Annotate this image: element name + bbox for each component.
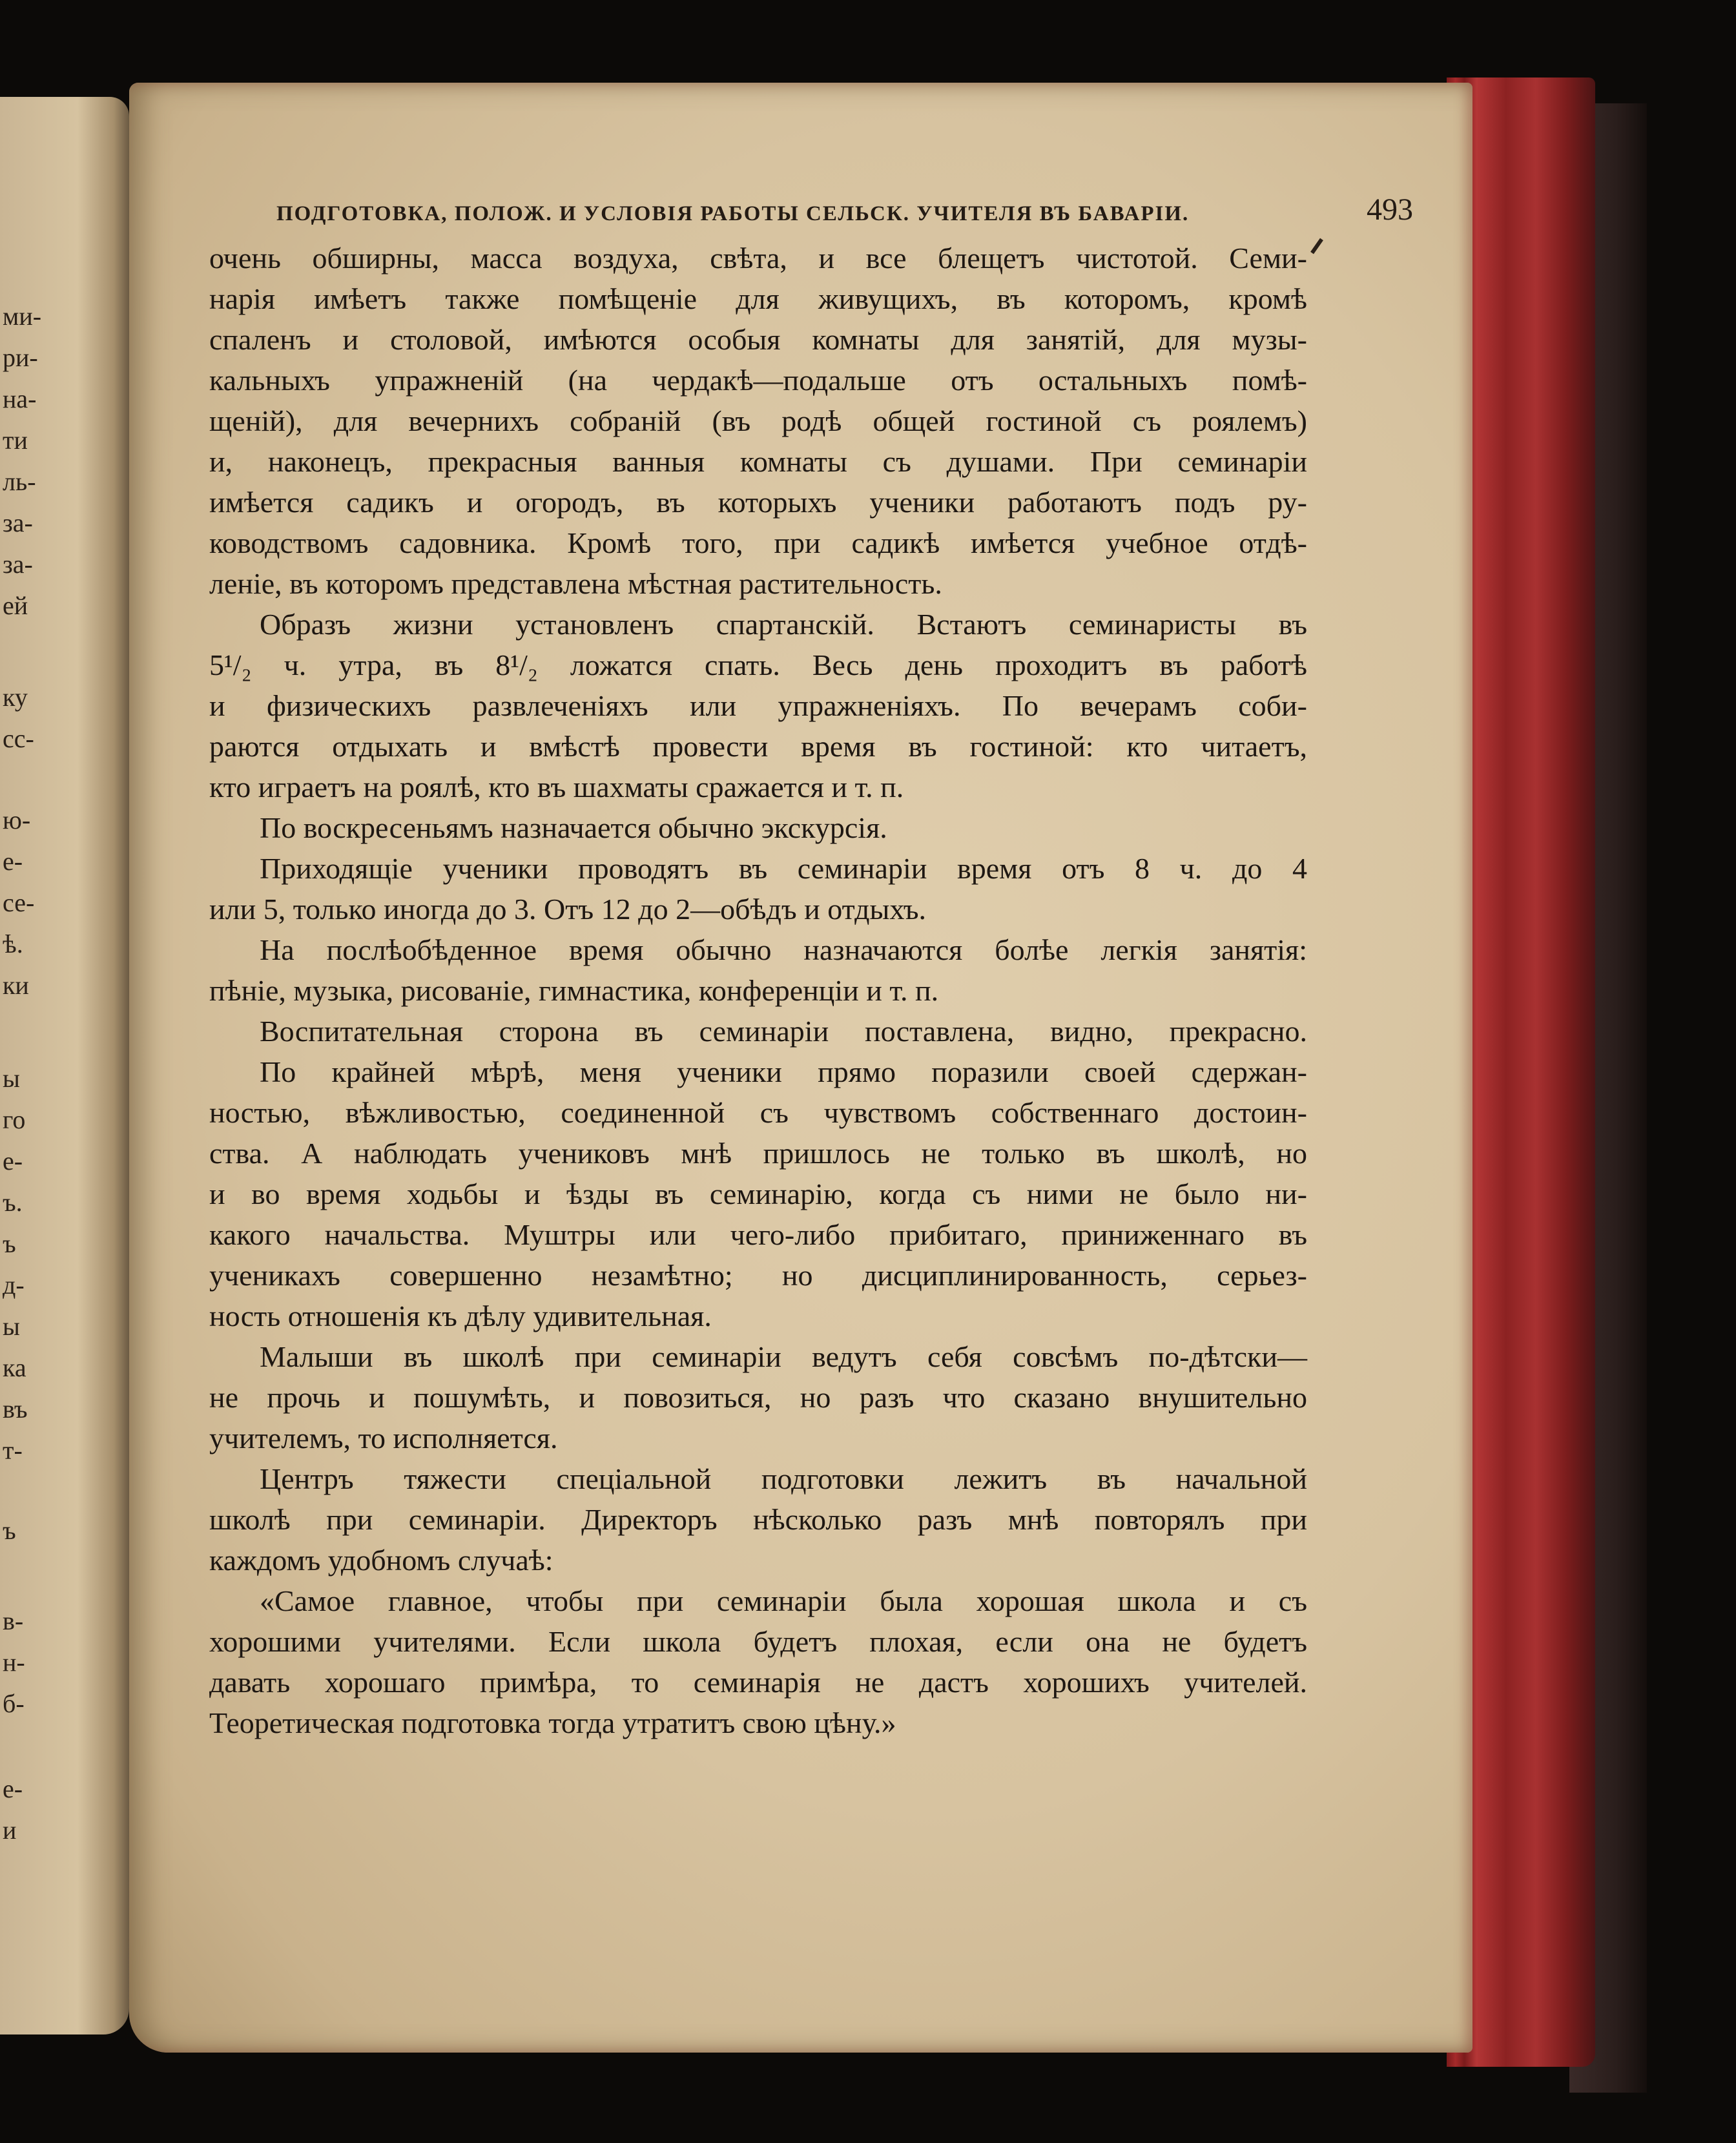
book-page bbox=[129, 83, 1472, 2053]
left-page-fragment: за- bbox=[3, 508, 33, 537]
left-page-fragment: на- bbox=[3, 384, 37, 413]
running-head bbox=[276, 189, 1413, 241]
text-line: Приходящіе ученики проводятъ въ семинаріи время отъ 8 ч. до 4 bbox=[260, 852, 1307, 885]
text-line: На послѣобѣденное время обычно назначаются болѣе легкія занятія: bbox=[260, 933, 1307, 966]
left-page-fragment: и bbox=[3, 1816, 17, 1845]
text-line: учителемъ, то исполняется. bbox=[209, 1422, 558, 1455]
text-line: Теоретическая подготовка тогда утратитъ свою цѣну.» bbox=[209, 1706, 896, 1739]
left-page-fragment: д- bbox=[3, 1270, 25, 1299]
left-page-fragment: ю- bbox=[3, 805, 31, 834]
text-line: и во время ходьбы и ѣзды въ семинарію, когда съ ними не было ни- bbox=[209, 1177, 1307, 1210]
left-page-fragment: ъ. bbox=[3, 1188, 23, 1217]
text-line: пѣніе, музыка, рисованіе, гимнастика, конференціи и т. п. bbox=[209, 974, 939, 1007]
text-line: 5¹/₂ ч. утра, въ 8¹/₂ ложатся спать. Весь день проходитъ въ работѣ bbox=[209, 648, 1307, 681]
left-page-fragment: е- bbox=[3, 847, 23, 876]
text-line: ностью, вѣжливостью, соединенной съ чувствомъ собственнаго достоин- bbox=[209, 1096, 1307, 1129]
text-line: щеній), для вечернихъ собраній (въ родѣ общей гостиной съ роялемъ) bbox=[209, 404, 1307, 437]
left-page-fragment: ти bbox=[3, 426, 28, 455]
text-line: ководствомъ садовника. Кромѣ того, при садикѣ имѣется учебное отдѣ- bbox=[209, 526, 1307, 559]
text-line: хорошими учителями. Если школа будетъ плохая, если она не будетъ bbox=[209, 1625, 1307, 1658]
left-page-fragment: ъ bbox=[3, 1229, 16, 1258]
left-page-fragment: б- bbox=[3, 1689, 25, 1718]
text-line: или 5, только иногда до 3. Отъ 12 до 2—обѣдъ и отдыхъ. bbox=[209, 893, 926, 926]
left-page-fragment: ка bbox=[3, 1353, 26, 1382]
left-page-fragment: ми- bbox=[3, 302, 42, 331]
left-page-fragment: сс- bbox=[3, 724, 34, 753]
text-line: Центръ тяжести спеціальной подготовки лежитъ въ начальной bbox=[260, 1462, 1307, 1495]
text-line: леніе, въ которомъ представлена мѣстная растительность. bbox=[209, 567, 942, 600]
text-line: ства. А наблюдать учениковъ мнѣ пришлось не только въ школѣ, но bbox=[209, 1137, 1307, 1170]
running-title: ПОДГОТОВКА, ПОЛОЖ. И УСЛОВІЯ РАБОТЫ СЕЛЬСК. УЧИТЕЛЯ ВЪ БАВАРІИ. bbox=[276, 202, 1190, 225]
text-line: имѣется садикъ и огородъ, въ которыхъ ученики работаютъ подъ ру- bbox=[209, 486, 1307, 519]
text-line: очень обширны, масса воздуха, свѣта, и все блещетъ чистотой. Семи- bbox=[209, 242, 1307, 274]
left-page-fragment: ы bbox=[3, 1064, 20, 1093]
text-line: раются отдыхать и вмѣстѣ провести время въ гостиной: кто читаетъ, bbox=[209, 730, 1307, 763]
page-number: 493 bbox=[1367, 192, 1413, 227]
text-line: По крайней мѣрѣ, меня ученики прямо поразили своей сдержан- bbox=[260, 1055, 1307, 1088]
left-page-fragment: н- bbox=[3, 1648, 25, 1677]
text-line: Образъ жизни установленъ спартанскій. Встаютъ семинаристы въ bbox=[260, 608, 1307, 641]
left-page-fragment: за- bbox=[3, 550, 33, 579]
text-line: какого начальства. Муштры или чего-либо прибитаго, приниженнаго въ bbox=[209, 1218, 1307, 1251]
body-text bbox=[209, 238, 1307, 1743]
left-page-fragment: ль- bbox=[3, 467, 36, 496]
text-line: кто играетъ на роялѣ, кто въ шахматы сражается и т. п. bbox=[209, 771, 904, 803]
text-line: и, наконецъ, прекрасныя ванныя комнаты съ душами. При семинаріи bbox=[209, 445, 1307, 478]
left-page-fragment: ей bbox=[3, 591, 28, 620]
left-page-fragment: е- bbox=[3, 1774, 23, 1803]
text-line: ность отношенія къ дѣлу удивительная. bbox=[209, 1299, 712, 1332]
left-page-fragment: ъ bbox=[3, 1516, 16, 1545]
text-line: каждомъ удобномъ случаѣ: bbox=[209, 1544, 553, 1577]
text-line: По воскресеньямъ назначается обычно экскурсія. bbox=[260, 811, 887, 844]
left-page-fragment: се- bbox=[3, 888, 35, 917]
text-line: Малыши въ школѣ при семинаріи ведутъ себя совсѣмъ по-дѣтски— bbox=[260, 1340, 1307, 1373]
left-page-fragment: го bbox=[3, 1105, 26, 1134]
text-line: не прочь и пошумѣть, и повозиться, но разъ что сказано внушительно bbox=[209, 1381, 1307, 1414]
text-line: кальныхъ упражненій (на чердакѣ—подальше отъ остальныхъ помѣ- bbox=[209, 364, 1307, 397]
left-page bbox=[0, 97, 129, 2034]
text-line: и физическихъ развлеченіяхъ или упражненіяхъ. По вечерамъ соби- bbox=[209, 689, 1307, 722]
left-page-fragment: ки bbox=[3, 971, 29, 1000]
text-line: давать хорошаго примѣра, то семинарія не дастъ хорошихъ учителей. bbox=[209, 1666, 1307, 1699]
left-page-fragment: ку bbox=[3, 683, 28, 712]
left-page-fragment: в- bbox=[3, 1606, 24, 1635]
text-line: «Самое главное, чтобы при семинаріи была хорошая школа и съ bbox=[260, 1584, 1307, 1617]
left-page-fragment: ри- bbox=[3, 343, 38, 372]
text-line: спаленъ и столовой, имѣются особыя комнаты для занятій, для музы- bbox=[209, 323, 1307, 356]
left-page-fragment: т- bbox=[3, 1436, 23, 1465]
text-line: ученикахъ совершенно незамѣтно; но дисциплинированность, серьез- bbox=[209, 1259, 1307, 1292]
text-line: Воспитательная сторона въ семинаріи поставлена, видно, прекрасно. bbox=[260, 1015, 1307, 1048]
left-page-fragment: ы bbox=[3, 1312, 20, 1341]
left-page-fragment: е- bbox=[3, 1146, 23, 1175]
text-line: школѣ при семинаріи. Директоръ нѣсколько разъ мнѣ повторялъ при bbox=[209, 1503, 1307, 1536]
left-page-fragment: ѣ. bbox=[3, 929, 23, 958]
text-line: нарія имѣетъ также помѣщеніе для живущихъ, въ которомъ, кромѣ bbox=[209, 282, 1307, 315]
left-page-fragment: въ bbox=[3, 1394, 28, 1423]
